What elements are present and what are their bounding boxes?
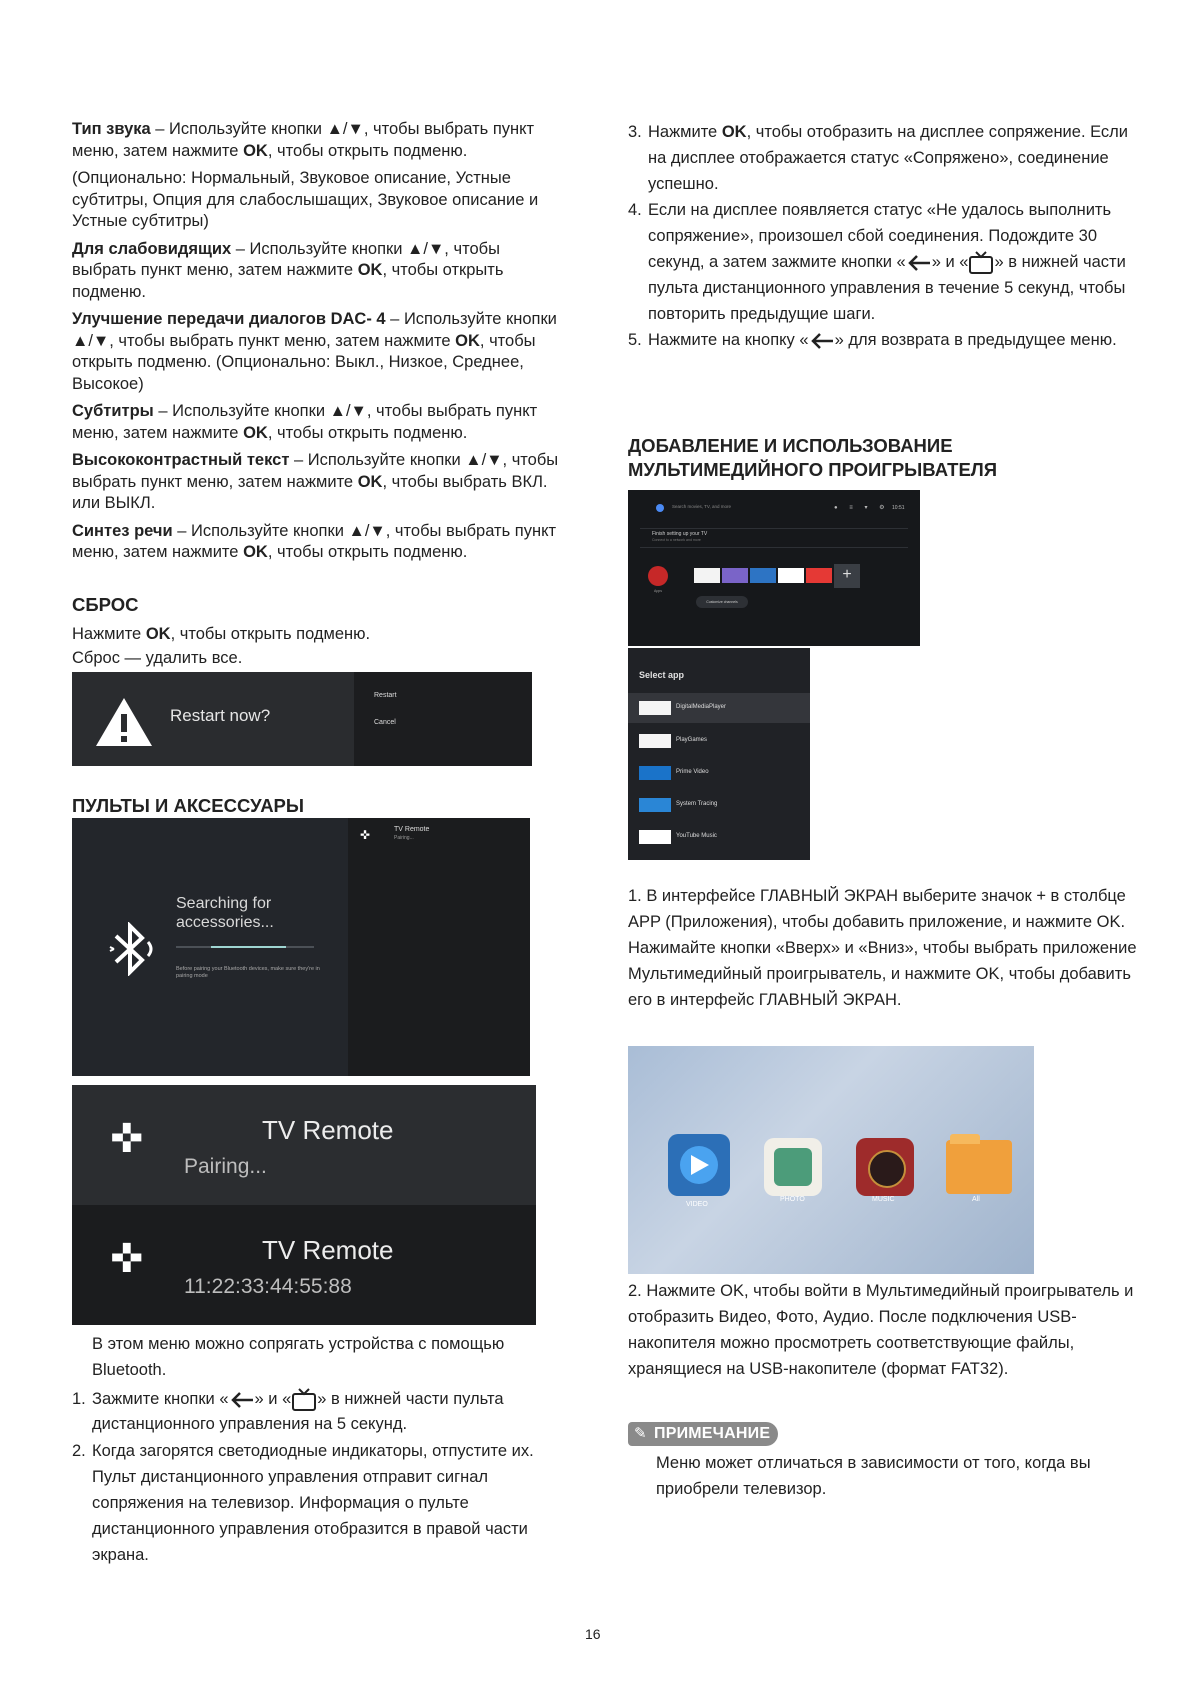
text: » и « <box>931 253 969 271</box>
photo-icon <box>774 1148 812 1186</box>
remote-name: TV Remote <box>262 1235 394 1265</box>
step-4 <box>628 197 1138 327</box>
note-label: ПРИМЕЧАНИЕ <box>654 1425 771 1442</box>
text: » в нижней части пульта дистанционного управления на 5 секунд. <box>92 1390 504 1433</box>
reset-heading: СБРОС <box>72 594 139 615</box>
back-arrow-icon <box>906 253 932 273</box>
app-icon <box>639 734 671 748</box>
app-tile[interactable] <box>778 568 804 583</box>
dialogue-enhancement-paragraph <box>72 309 562 395</box>
ok-label: OK <box>145 625 171 643</box>
high-contrast-paragraph <box>72 450 562 515</box>
searching-hint: Before pairing your Bluetooth devices, make sure they're in pairing mode <box>176 966 320 979</box>
text: – Используйте кнопки ▲/▼, чтобы выбрать пункт меню, затем нажмите <box>72 451 559 491</box>
text: » в нижней части пульта дистанционного управления в течение 5 секунд, чтобы повторить предыдущие шаги. <box>648 253 1126 323</box>
ok-label: OK <box>721 123 747 141</box>
media-player-screenshot <box>628 1046 1034 1274</box>
side-remote-status: Pairing... <box>394 835 414 841</box>
intro-text: В этом меню можно сопрягать устройства с помощью Bluetooth. <box>92 1335 505 1379</box>
cancel-option[interactable]: Cancel <box>374 719 396 726</box>
bluetooth-search-screenshot <box>72 818 530 1076</box>
app-name[interactable]: System Tracing <box>676 801 718 807</box>
ok-label: OK <box>357 472 383 491</box>
text: – Используйте кнопки ▲/▼, чтобы выбрать пункт меню, затем нажмите <box>72 402 538 442</box>
left-column <box>72 119 562 570</box>
reset-line-2: Сброс — удалить все. <box>72 649 243 667</box>
text: , чтобы отобразить на дисплее сопряжение. Если на дисплее отображается статус «Сопряжено», соединение успешно. <box>648 123 1129 193</box>
remote-name: TV Remote <box>262 1115 394 1145</box>
step-number: 5. <box>628 331 642 349</box>
app-name[interactable]: Prime Video <box>676 769 709 775</box>
assistant-icon <box>656 504 664 512</box>
select-app-title: Select app <box>639 670 685 680</box>
restart-prompt: Restart now? <box>170 706 271 725</box>
text: , чтобы выбрать ВКЛ. или ВЫКЛ. <box>72 472 548 512</box>
back-arrow-icon <box>809 331 835 351</box>
text: , чтобы открыть подменю. <box>170 625 371 643</box>
title: Для слабовидящих <box>72 239 232 258</box>
all-label: All <box>972 1196 980 1203</box>
title: Улучшение передачи диалогов DAC- 4 <box>72 310 386 328</box>
ok-label: OK <box>243 141 268 160</box>
music-disc-icon <box>868 1150 906 1188</box>
tv-icon <box>968 251 994 275</box>
subtitles-paragraph <box>72 401 562 444</box>
add-app-button[interactable]: + <box>834 564 860 588</box>
app-icon <box>639 766 671 780</box>
media-player-heading: ДОБАВЛЕНИЕ И ИСПОЛЬЗОВАНИЕ МУЛЬТИМЕДИЙНОГО ПРОИГРЫВАТЕЛЯ <box>628 435 998 480</box>
add-app-paragraph: 1. В интерфейсе ГЛАВНЫЙ ЭКРАН выберите значок + в столбце APP (Приложения), чтобы добавить приложение, и нажмите OK. Нажимайте кнопки «Вверх» и «Вниз», чтобы выбрать приложение Мультимедийный проигрыватель, и нажмите OK, чтобы добавить его в интерфейс ГЛАВНЫЙ ЭКРАН. <box>628 887 1137 1009</box>
setup-subtitle: Connect to a network and more <box>652 538 701 542</box>
apps-label: Apps <box>654 589 662 593</box>
photo-tile[interactable] <box>764 1138 822 1196</box>
text: Если на дисплее появляется статус «Не удалось выполнить сопряжение», произошел сбой соединения. Подождите 30 секунд, а затем зажмите кнопки « <box>648 201 1112 271</box>
setup-title: Finish setting up your TV <box>652 531 708 537</box>
text: » для возврата в предыдущее меню. <box>834 331 1117 349</box>
home-screen-screenshot <box>628 490 920 646</box>
app-name[interactable]: PlayGames <box>676 737 708 743</box>
pairing-steps-continued <box>628 119 1138 353</box>
pencil-icon: ✎ <box>634 1425 647 1442</box>
searching-text: Searching for accessories... <box>176 895 274 931</box>
step-2 <box>72 1438 564 1568</box>
text: Нажмите на кнопку « <box>648 331 809 349</box>
music-label: MUSIC <box>872 1196 895 1203</box>
step-number: 2. <box>72 1441 86 1460</box>
text: , чтобы открыть подменю. (Опционально: Выкл., Низкое, Среднее, Высокое) <box>72 331 536 393</box>
text: – Используйте кнопки ▲/▼, чтобы выбрать пункт меню, затем нажмите <box>72 521 557 561</box>
remote-mac: 11:22:33:44:55:88 <box>184 1275 352 1298</box>
title: Синтез речи <box>72 521 173 540</box>
text: , чтобы открыть подменю. <box>267 543 468 561</box>
pairing-instructions <box>72 1331 564 1568</box>
visually-impaired-paragraph <box>72 239 562 304</box>
remote-status: Pairing... <box>184 1155 267 1178</box>
app-icon <box>639 701 671 715</box>
sound-type-paragraph <box>72 119 562 162</box>
remote-pairing-screenshot <box>72 1085 536 1325</box>
step-5 <box>628 327 1138 353</box>
gamepad-icon: ✜ <box>360 828 371 842</box>
ok-label: OK <box>243 543 268 561</box>
ok-label: OK <box>357 261 383 279</box>
note-text: Меню может отличаться в зависимости от того, когда вы приобрели телевизор. <box>656 1454 1091 1498</box>
remote-item-pairing[interactable] <box>72 1085 536 1205</box>
step-1 <box>72 1387 564 1436</box>
text: Зажмите кнопки « <box>92 1390 229 1408</box>
text: , чтобы открыть подменю. <box>267 141 468 160</box>
all-files-tile[interactable] <box>946 1140 1012 1194</box>
page-number: 16 <box>585 1626 601 1642</box>
text: , чтобы открыть подменю. <box>267 423 468 442</box>
text: – Используйте кнопки ▲/▼, чтобы выбрать пункт меню, затем нажмите <box>72 310 557 350</box>
step-list <box>72 1387 564 1568</box>
bluetooth-icon <box>108 922 160 976</box>
restart-options-panel <box>354 672 532 766</box>
step-number: 3. <box>628 123 642 141</box>
tts-paragraph <box>72 521 562 564</box>
app-name[interactable]: YouTube Music <box>676 833 717 839</box>
gamepad-icon: ✜ <box>110 1117 144 1161</box>
app-icon <box>639 798 671 812</box>
text: Нажмите <box>72 625 146 643</box>
video-label: VIDEO <box>686 1201 708 1208</box>
search-hint[interactable]: Search movies, TV, and more <box>672 504 732 509</box>
text: , чтобы открыть подменю. <box>72 261 504 301</box>
media-player-paragraph: 2. Нажмите OK, чтобы войти в Мультимедийный проигрыватель и отобразить Видео, Фото, Аудио. После подключения USB-накопителя можно просмотреть соответствующие файлы, хранящиеся на USB-накопителе (формат FAT32). <box>628 1282 1134 1378</box>
text: – Используйте кнопки ▲/▼, чтобы выбрать пункт меню, затем нажмите <box>72 239 500 279</box>
app-tile[interactable] <box>722 568 748 583</box>
folder-icon <box>950 1134 980 1144</box>
step-number: 1. <box>72 1390 86 1408</box>
tv-icon <box>291 1388 317 1412</box>
app-tile[interactable] <box>694 568 720 583</box>
warning-icon <box>94 696 154 748</box>
video-tile[interactable] <box>668 1134 730 1196</box>
text: – Используйте кнопки ▲/▼, чтобы выбрать пункт меню, затем нажмите <box>72 120 535 160</box>
clock: 10:51 <box>892 505 905 511</box>
play-triangle-icon <box>689 1153 711 1177</box>
remote-item-paired[interactable] <box>72 1205 536 1325</box>
progress-track <box>176 946 314 948</box>
progress-fill <box>211 946 287 948</box>
text: Нажмите <box>648 123 722 141</box>
text: Когда загорятся светодиодные индикаторы, отпустите их. Пульт дистанционного управления отправит сигнал сопряжения на телевизор. Информация о пульте дистанционного управления отобразится в правой части экрана. <box>92 1441 534 1564</box>
title: Высококонтрастный текст <box>72 451 290 469</box>
reset-text <box>72 622 370 670</box>
photo-label: PHOTO <box>780 1196 805 1203</box>
remotes-heading: ПУЛЬТЫ И АКСЕССУАРЫ <box>72 795 305 816</box>
back-arrow-icon <box>229 1390 255 1410</box>
customize-channels-button[interactable]: Customize channels <box>696 596 748 608</box>
step-number: 4. <box>628 201 642 219</box>
restart-option[interactable]: Restart <box>374 692 397 699</box>
sound-type-title: Тип звука <box>72 120 151 138</box>
note-badge <box>628 1422 778 1446</box>
setup-banner[interactable] <box>640 528 908 548</box>
apps-grid-icon[interactable] <box>648 566 668 586</box>
select-app-screenshot <box>628 648 810 860</box>
restart-dialog-screenshot <box>72 672 532 766</box>
app-tile[interactable] <box>750 568 776 583</box>
side-panel <box>348 818 530 1076</box>
ok-label: OK <box>455 331 480 350</box>
sound-type-options: (Опционально: Нормальный, Звуковое описание, Устные субтитры, Опция для слабослышащих, Звуковое описание и Устные субтитры) <box>72 169 539 230</box>
app-icon <box>639 830 671 844</box>
ok-label: OK <box>243 423 268 442</box>
app-name[interactable]: DigitalMediaPlayer <box>676 704 727 710</box>
step-3 <box>628 119 1138 197</box>
music-tile[interactable] <box>856 1138 914 1196</box>
status-icons: ● ≡ ▾ ⚙ <box>834 505 890 511</box>
app-tile[interactable] <box>806 568 832 583</box>
gamepad-icon: ✜ <box>110 1237 144 1281</box>
side-remote-name[interactable]: TV Remote <box>394 826 430 833</box>
reset-line-1 <box>72 622 370 646</box>
text: » и « <box>254 1390 292 1408</box>
title: Субтитры <box>72 402 154 420</box>
